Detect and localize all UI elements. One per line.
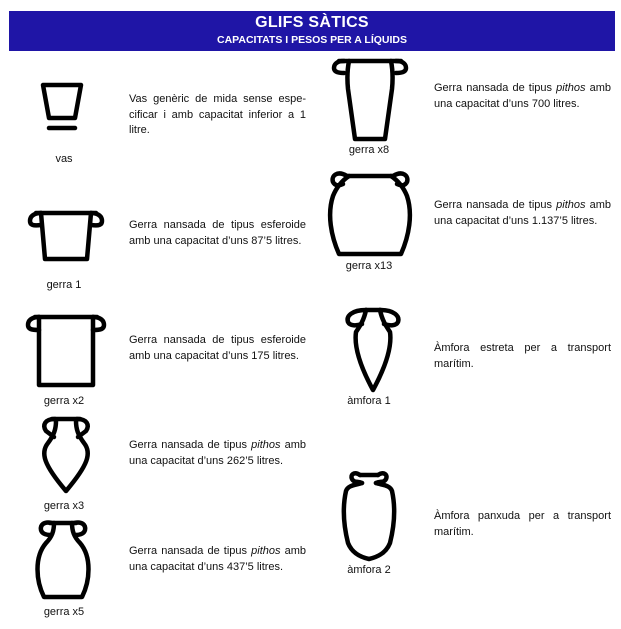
bowl-vessel-icon — [38, 80, 86, 134]
page-subtitle: CAPACITATS I PESOS PER A LÍQUIDS — [217, 34, 407, 46]
tall-pithos-icon — [331, 55, 409, 145]
glyph-label: gerra x2 — [43, 395, 85, 407]
pointed-jar-icon — [38, 413, 94, 495]
glyph-label: àmfora 1 — [347, 395, 391, 407]
glyph-description: Àmfora estreta per a transport marítim. — [434, 342, 611, 370]
glyph-label: vas — [55, 153, 73, 165]
narrow-amphora-icon — [338, 306, 408, 394]
glyph-description: Gerra nansada de tipus esferoide amb una capacitat d’uns 175 litres. — [129, 334, 306, 362]
glyph-label: àmfora 2 — [347, 564, 391, 576]
glyph-description: Gerra nansada de tipus esferoide amb una capacitat d’uns 87’5 litres. — [129, 219, 306, 247]
handled-jar-icon — [27, 207, 105, 269]
rounded-jar-icon — [32, 517, 94, 601]
large-handled-jar-icon — [25, 311, 107, 389]
bellied-amphora-icon — [338, 469, 400, 563]
page-header — [9, 11, 615, 51]
glyph-description: Gerra nansada de tipus pithos amb una capacitat d’uns 437’5 litres. — [129, 545, 306, 573]
glyph-description: Gerra nansada de tipus pithos amb una capacitat d’uns 1.137’5 litres. — [434, 199, 611, 227]
glyph-description: Àmfora panxuda per a transport marítim. — [434, 510, 611, 538]
glyph-description: Vas genèric de mida sense espe-cificar i amb capacitat inferior a 1 litre. — [129, 93, 306, 136]
glyph-label: gerra x3 — [43, 500, 85, 512]
glyph-description: Gerra nansada de tipus pithos amb una capacitat d’uns 262’5 litres. — [129, 439, 306, 467]
glyph-label: gerra 1 — [46, 279, 82, 291]
glyph-label: gerra x8 — [348, 144, 390, 156]
glyph-description: Gerra nansada de tipus pithos amb una capacitat d’uns 700 litres. — [434, 82, 611, 110]
glyph-label: gerra x5 — [43, 606, 85, 618]
page-title: GLIFS SÀTICS — [255, 14, 369, 31]
big-pithos-icon — [327, 166, 413, 260]
glyph-label: gerra x13 — [345, 260, 393, 272]
